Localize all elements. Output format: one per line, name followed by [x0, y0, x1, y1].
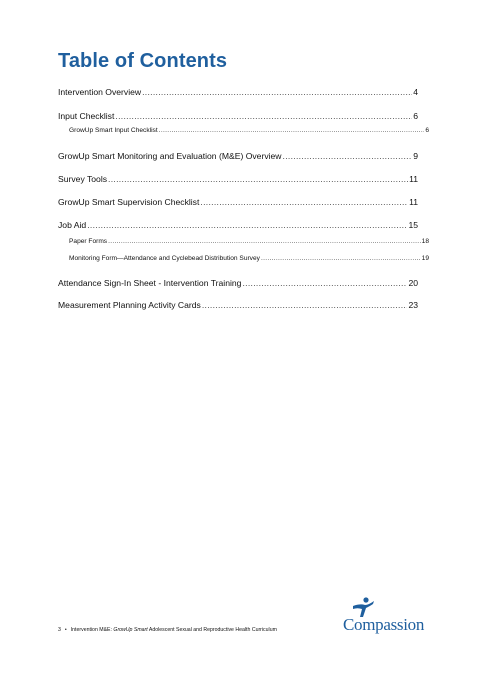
toc-leader-dots: [142, 87, 412, 97]
toc-leader-dots: [261, 255, 421, 262]
footer-title-suffix: Adolescent Sexual and Reproductive Health Curriculum: [147, 627, 277, 633]
toc-entry-label: Survey Tools: [58, 174, 108, 184]
toc-entry-page: 11: [409, 174, 418, 184]
toc-entry-page: 23: [408, 300, 418, 310]
compassion-logo: [343, 597, 438, 639]
toc-entry-activity-cards[interactable]: [58, 300, 418, 310]
toc-entry-growup-smart-input-checklist[interactable]: [69, 127, 429, 134]
toc-entry-label: Intervention Overview: [58, 87, 142, 97]
toc-entry-label: GrowUp Smart Supervision Checklist: [58, 197, 200, 207]
toc-entry-page: 4: [413, 87, 418, 97]
footer-page-number: 3: [58, 627, 61, 633]
page-footer: [58, 627, 277, 633]
footer-title-prefix: Intervention M&E:: [70, 627, 114, 633]
toc-leader-dots: [242, 278, 407, 288]
footer-document-title: [71, 627, 277, 633]
logo-wordmark: Compassion: [343, 615, 425, 634]
toc-entry-monitoring-form[interactable]: [69, 255, 429, 262]
toc-leader-dots: [200, 197, 408, 207]
toc-entry-page: 11: [409, 197, 418, 207]
toc-entry-input-checklist[interactable]: [58, 111, 418, 121]
toc-entry-supervision-checklist[interactable]: [58, 197, 418, 207]
toc-entry-label: Attendance Sign-In Sheet - Intervention Training: [58, 278, 242, 288]
footer-title-italic: GrowUp Smart: [113, 627, 148, 633]
toc-entry-job-aid[interactable]: [58, 220, 418, 230]
toc-entry-label: Paper Forms: [69, 238, 108, 245]
toc-leader-dots: [202, 300, 408, 310]
toc-leader-dots: [159, 127, 425, 134]
toc-entry-label: Measurement Planning Activity Cards: [58, 300, 201, 310]
toc-entry-page: 15: [408, 220, 418, 230]
toc-entry-intervention-overview[interactable]: [58, 87, 418, 97]
toc-leader-dots: [283, 151, 413, 161]
toc-entry-label: GrowUp Smart Input Checklist: [69, 127, 158, 134]
toc-entry-attendance-sign-in[interactable]: [58, 278, 418, 288]
page-title: Table of Contents: [58, 50, 228, 72]
toc-leader-dots: [108, 238, 421, 245]
toc-entry-me-overview[interactable]: [58, 151, 418, 161]
toc-entry-page: 6: [413, 111, 418, 121]
toc-entry-paper-forms[interactable]: [69, 238, 429, 245]
footer-bullet: •: [64, 627, 67, 633]
toc-entry-page: 19: [421, 255, 429, 262]
toc-entry-page: 6: [425, 127, 429, 134]
toc-leader-dots: [87, 220, 407, 230]
toc-entry-label: GrowUp Smart Monitoring and Evaluation (M&E) Overview: [58, 151, 282, 161]
toc-entry-label: Input Checklist: [58, 111, 115, 121]
toc-entry-label: Monitoring Form—Attendance and Cyclebead Distribution Survey: [69, 255, 260, 262]
toc-entry-page: 20: [408, 278, 418, 288]
toc-entry-survey-tools[interactable]: [58, 174, 418, 184]
toc-entry-label: Job Aid: [58, 220, 87, 230]
toc-entry-page: 9: [413, 151, 418, 161]
toc-entry-page: 18: [421, 238, 429, 245]
toc-leader-dots: [115, 111, 412, 121]
toc-leader-dots: [108, 174, 408, 184]
